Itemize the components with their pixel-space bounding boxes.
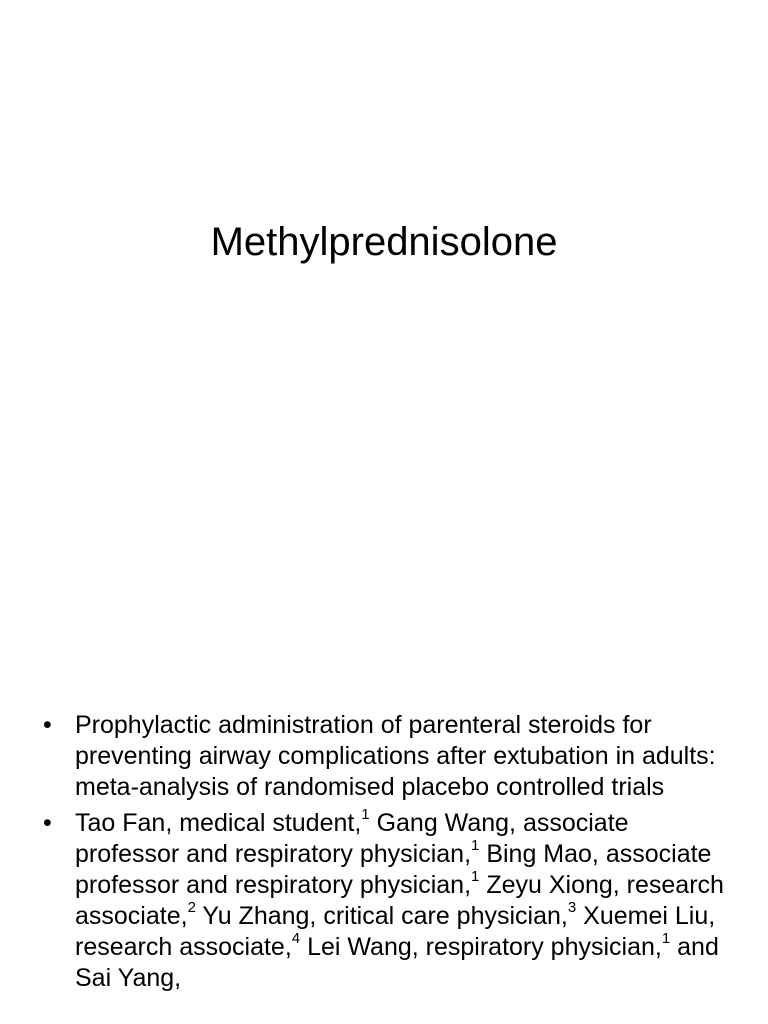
author-segment: Yu Zhang, critical care physician, <box>195 902 568 930</box>
affiliation-superscript: 3 <box>567 899 577 917</box>
affiliation-superscript: 1 <box>471 837 480 855</box>
bullet-item-authors <box>43 808 733 994</box>
author-segment: and Sai Yang, <box>75 933 719 992</box>
author-segment: Bing Mao, associate professor and respiratory physician, <box>75 840 712 899</box>
author-segment: Tao Fan, medical student, <box>75 809 362 837</box>
bullet-icon: • <box>43 809 52 837</box>
affiliation-superscript: 4 <box>291 930 301 948</box>
author-segment: Gang Wang, associate professor and respiratory physician, <box>75 809 629 868</box>
affiliation-superscript: 2 <box>187 899 196 917</box>
bullet-list <box>43 710 733 999</box>
author-segment: Zeyu Xiong, research associate, <box>75 871 724 930</box>
author-segment: Lei Wang, respiratory physician, <box>300 933 662 961</box>
author-segment: Xuemei Liu, research associate, <box>75 902 716 961</box>
authors-text <box>75 806 724 992</box>
slide-title: Methylprednisolone <box>210 220 558 264</box>
article-title-text: Prophylactic administration of parenteral steroids for preventing airway complications after extubation in adults: meta-analysis of randomised placebo controlled trials <box>75 711 716 801</box>
bullet-icon: • <box>43 711 52 739</box>
affiliation-superscript: 1 <box>361 806 370 824</box>
affiliation-superscript: 1 <box>661 930 671 948</box>
bullet-item-article-title <box>43 710 733 803</box>
affiliation-superscript: 1 <box>471 868 480 886</box>
